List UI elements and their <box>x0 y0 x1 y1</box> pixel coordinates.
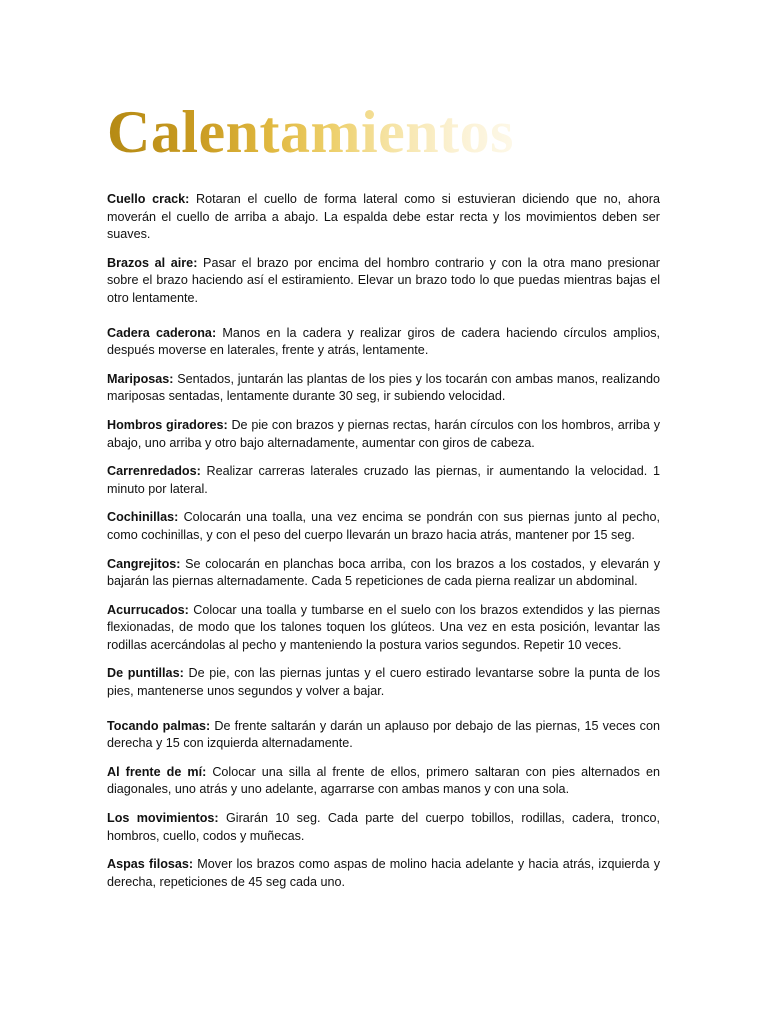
entry-text: Realizar carreras laterales cruzado las piernas, ir aumentando la velocidad. 1 minuto por lateral. <box>107 464 660 496</box>
entry-name: Mariposas: <box>107 371 174 386</box>
entry-name: Cangrejitos: <box>107 556 181 571</box>
entry-text: Colocar una silla al frente de ellos, primero saltaran con pies alternados en diagonales, uno atrás y uno adelante, agarrarse con ambas manos y con una sola. <box>107 764 660 797</box>
entry-name: Brazos al aire: <box>107 255 198 270</box>
entry-cangrejitos <box>107 556 660 591</box>
entry-name: Cadera caderona: <box>107 325 217 340</box>
entry-name: Al frente de mí: <box>107 764 207 779</box>
entry-name: Carrenredados: <box>107 464 201 479</box>
entry-aspas-filosas <box>107 856 660 891</box>
entry-text: Girarán 10 seg. Cada parte del cuerpo tobillos, rodillas, cadera, tronco, hombros, cuello, codos y muñecas. <box>107 811 661 843</box>
entry-text: De frente saltarán y darán un aplauso por debajo de las piernas, 15 veces con derecha y 15 con izquierda alternadamente. <box>107 718 660 751</box>
entry-text: Pasar el brazo por encima del hombro contrario y con la otra mano presionar sobre el brazo haciendo así el estiramiento. Elevar un brazo todo lo que puedas mientras bajas el otro lentamente. <box>107 255 661 305</box>
entry-text: De pie, con las piernas juntas y el cuero estirado levantarse sobre la punta de los pies, mantenerse unos segundos y volver a bajar. <box>107 666 661 699</box>
entry-al-frente-de-mi <box>107 764 660 799</box>
entry-text: Manos en la cadera y realizar giros de cadera haciendo círculos amplios, después moverse en laterales, frente y atrás, lentamente. <box>107 325 660 358</box>
warmup-list <box>107 191 660 902</box>
entry-brazos-al-aire <box>107 255 660 308</box>
entry-mariposas <box>107 371 660 406</box>
entry-hombros-giradores <box>107 417 660 452</box>
entry-los-movimientos <box>107 810 660 845</box>
entry-carrenredados <box>107 463 660 498</box>
entry-cuello-crack <box>107 191 660 244</box>
entry-text: Rotaran el cuello de forma lateral como si estuvieran diciendo que no, ahora moverán el cuello de arriba a abajo. La espalda debe estar recta y los movimientos deben ser suaves. <box>107 192 661 242</box>
entry-cochinillas <box>107 509 660 544</box>
entry-name: Cochinillas: <box>107 510 179 525</box>
entry-text: Se colocarán en planchas boca arriba, con los brazos a los costados, y elevarán y bajarán las piernas alternadamente. Cada 5 repeticiones de cada pierna realizar un abdominal. <box>107 556 660 589</box>
entry-acurrucados <box>107 602 660 655</box>
entry-name: Los movimientos: <box>107 811 219 826</box>
page-title: Calentamientos <box>107 92 514 172</box>
entry-name: De puntillas: <box>107 666 184 681</box>
entry-text: Mover los brazos como aspas de molino hacia adelante y hacia atrás, izquierda y derecha, repeticiones de 45 seg cada uno. <box>107 857 660 889</box>
document-page <box>107 0 660 1024</box>
entry-de-puntillas <box>107 665 660 700</box>
entry-name: Tocando palmas: <box>107 718 211 733</box>
entry-name: Hombros giradores: <box>107 417 228 432</box>
entry-text: Colocarán una toalla, una vez encima se pondrán con sus piernas junto al pecho, como cochinillas, y con el peso del cuerpo llevarán un brazo hacia atrás, mantener por 15 seg. <box>107 510 660 542</box>
entry-name: Acurrucados: <box>107 602 189 617</box>
entry-text: Sentados, juntarán las plantas de los pies y los tocarán con ambas manos, realizando mariposas sentadas, lentamente durante 30 seg, ir subiendo velocidad. <box>107 371 661 404</box>
entry-name: Cuello crack: <box>107 192 190 206</box>
entry-text: Colocar una toalla y tumbarse en el suelo con los brazos extendidos y las piernas flexionadas, de modo que los talones toquen los glúteos. Una vez en esta posición, levantar las rodillas acercándolas al pecho y manteniendo la postura varios segundos. Repetir 10 veces. <box>107 602 661 652</box>
entry-name: Aspas filosas: <box>107 857 194 872</box>
entry-tocando-palmas <box>107 718 660 753</box>
entry-text: De pie con brazos y piernas rectas, harán círculos con los hombros, arriba y abajo, uno arriba y otro bajo alternadamente, aumentar con giros de cabeza. <box>107 417 660 450</box>
entry-cadera-caderona <box>107 325 660 360</box>
